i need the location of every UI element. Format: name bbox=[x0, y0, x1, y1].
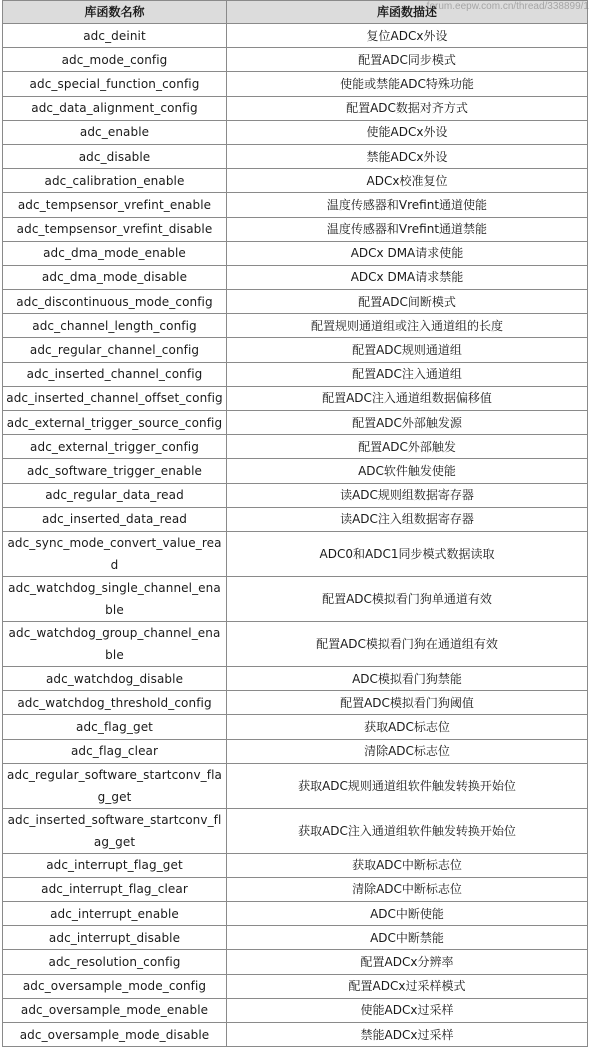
function-description-cell: 配置ADC数据对齐方式 bbox=[227, 96, 588, 120]
function-description-cell: 配置ADC外部触发源 bbox=[227, 411, 588, 435]
function-name-cell: adc_interrupt_enable bbox=[3, 902, 227, 926]
function-name-cell: adc_software_trigger_enable bbox=[3, 459, 227, 483]
table-row bbox=[3, 72, 588, 96]
table-row bbox=[3, 314, 588, 338]
function-description-cell: 温度传感器和Vrefint通道禁能 bbox=[227, 217, 588, 241]
function-name-cell: adc_disable bbox=[3, 144, 227, 168]
function-name-cell: adc_sync_mode_convert_value_read bbox=[3, 531, 227, 576]
function-name-cell: adc_oversample_mode_config bbox=[3, 974, 227, 998]
function-name-cell: adc_discontinuous_mode_config bbox=[3, 290, 227, 314]
function-name-cell: adc_oversample_mode_disable bbox=[3, 1023, 227, 1047]
function-description-cell: ADCx校准复位 bbox=[227, 169, 588, 193]
header-row bbox=[3, 1, 588, 24]
function-description-cell: 配置ADC注入通道组 bbox=[227, 362, 588, 386]
function-description-cell: ADCx DMA请求使能 bbox=[227, 241, 588, 265]
table-row bbox=[3, 998, 588, 1022]
table-row bbox=[3, 877, 588, 901]
function-name-cell: adc_resolution_config bbox=[3, 950, 227, 974]
table-row bbox=[3, 24, 588, 48]
function-description-cell: 配置ADC规则通道组 bbox=[227, 338, 588, 362]
table-row bbox=[3, 290, 588, 314]
table-row bbox=[3, 950, 588, 974]
table-row bbox=[3, 144, 588, 168]
table-row bbox=[3, 338, 588, 362]
function-name-cell: adc_watchdog_group_channel_enable bbox=[3, 621, 227, 666]
table-row bbox=[3, 217, 588, 241]
function-description-cell: 配置规则通道组或注入通道组的长度 bbox=[227, 314, 588, 338]
function-name-cell: adc_interrupt_flag_clear bbox=[3, 877, 227, 901]
function-name-cell: adc_regular_data_read bbox=[3, 483, 227, 507]
function-description-cell: 配置ADC外部触发 bbox=[227, 435, 588, 459]
table-row bbox=[3, 808, 588, 853]
table-row bbox=[3, 411, 588, 435]
table-row bbox=[3, 739, 588, 763]
table-row bbox=[3, 96, 588, 120]
header-function-description: 库函数描述 bbox=[227, 1, 588, 24]
function-description-cell: 配置ADC间断模式 bbox=[227, 290, 588, 314]
function-name-cell: adc_deinit bbox=[3, 24, 227, 48]
function-description-cell: ADC模拟看门狗禁能 bbox=[227, 666, 588, 690]
function-description-cell: 禁能ADCx外设 bbox=[227, 144, 588, 168]
table-row bbox=[3, 531, 588, 576]
table-row bbox=[3, 386, 588, 410]
function-name-cell: adc_calibration_enable bbox=[3, 169, 227, 193]
function-name-cell: adc_external_trigger_config bbox=[3, 435, 227, 459]
function-name-cell: adc_external_trigger_source_config bbox=[3, 411, 227, 435]
table-row bbox=[3, 974, 588, 998]
function-description-cell: 温度传感器和Vrefint通道使能 bbox=[227, 193, 588, 217]
table-row bbox=[3, 715, 588, 739]
function-description-cell: 配置ADCx过采样模式 bbox=[227, 974, 588, 998]
function-name-cell: adc_special_function_config bbox=[3, 72, 227, 96]
function-description-cell: 复位ADCx外设 bbox=[227, 24, 588, 48]
table-row bbox=[3, 241, 588, 265]
function-name-cell: adc_mode_config bbox=[3, 48, 227, 72]
watermark-text: forum.eepw.com.cn/thread/338899/1 bbox=[426, 1, 589, 12]
function-description-cell: 配置ADC同步模式 bbox=[227, 48, 588, 72]
table-row bbox=[3, 763, 588, 808]
function-name-cell: adc_watchdog_single_channel_enable bbox=[3, 576, 227, 621]
table-row bbox=[3, 902, 588, 926]
function-description-cell: 清除ADC中断标志位 bbox=[227, 877, 588, 901]
function-description-cell: 获取ADC标志位 bbox=[227, 715, 588, 739]
table-row bbox=[3, 193, 588, 217]
function-description-cell: ADC软件触发使能 bbox=[227, 459, 588, 483]
function-name-cell: adc_interrupt_flag_get bbox=[3, 853, 227, 877]
document-page bbox=[2, 0, 587, 1047]
function-description-cell: ADC0和ADC1同步模式数据读取 bbox=[227, 531, 588, 576]
table-row bbox=[3, 576, 588, 621]
function-description-cell: 获取ADC中断标志位 bbox=[227, 853, 588, 877]
function-name-cell: adc_inserted_channel_offset_config bbox=[3, 386, 227, 410]
function-name-cell: adc_inserted_software_startconv_flag_get bbox=[3, 808, 227, 853]
function-description-cell: 配置ADC模拟看门狗阈值 bbox=[227, 691, 588, 715]
function-name-cell: adc_interrupt_disable bbox=[3, 926, 227, 950]
function-name-cell: adc_channel_length_config bbox=[3, 314, 227, 338]
function-description-cell: 禁能ADCx过采样 bbox=[227, 1023, 588, 1047]
function-description-cell: 清除ADC标志位 bbox=[227, 739, 588, 763]
header-function-name: 库函数名称 bbox=[3, 1, 227, 24]
function-name-cell: adc_dma_mode_enable bbox=[3, 241, 227, 265]
function-description-cell: ADCx DMA请求禁能 bbox=[227, 265, 588, 289]
table-row bbox=[3, 48, 588, 72]
table-row bbox=[3, 1023, 588, 1047]
table-row bbox=[3, 362, 588, 386]
function-name-cell: adc_flag_get bbox=[3, 715, 227, 739]
table-body bbox=[3, 24, 588, 1047]
function-description-cell: 读ADC规则组数据寄存器 bbox=[227, 483, 588, 507]
function-name-cell: adc_data_alignment_config bbox=[3, 96, 227, 120]
function-description-cell: 配置ADCx分辨率 bbox=[227, 950, 588, 974]
function-description-cell: ADC中断禁能 bbox=[227, 926, 588, 950]
function-description-cell: 获取ADC注入通道组软件触发转换开始位 bbox=[227, 808, 588, 853]
table-row bbox=[3, 169, 588, 193]
function-description-cell: 使能或禁能ADC特殊功能 bbox=[227, 72, 588, 96]
function-name-cell: adc_dma_mode_disable bbox=[3, 265, 227, 289]
function-name-cell: adc_watchdog_disable bbox=[3, 666, 227, 690]
table-row bbox=[3, 459, 588, 483]
table-row bbox=[3, 120, 588, 144]
table-row bbox=[3, 926, 588, 950]
function-name-cell: adc_inserted_data_read bbox=[3, 507, 227, 531]
function-name-cell: adc_tempsensor_vrefint_enable bbox=[3, 193, 227, 217]
function-name-cell: adc_regular_software_startconv_flag_get bbox=[3, 763, 227, 808]
table-row bbox=[3, 265, 588, 289]
function-name-cell: adc_watchdog_threshold_config bbox=[3, 691, 227, 715]
table-row bbox=[3, 666, 588, 690]
function-name-cell: adc_enable bbox=[3, 120, 227, 144]
function-name-cell: adc_oversample_mode_enable bbox=[3, 998, 227, 1022]
table-header bbox=[3, 1, 588, 24]
table-row bbox=[3, 507, 588, 531]
library-function-table bbox=[2, 0, 588, 1047]
table-row bbox=[3, 853, 588, 877]
function-description-cell: 使能ADCx外设 bbox=[227, 120, 588, 144]
function-name-cell: adc_inserted_channel_config bbox=[3, 362, 227, 386]
function-name-cell: adc_flag_clear bbox=[3, 739, 227, 763]
function-name-cell: adc_regular_channel_config bbox=[3, 338, 227, 362]
table-row bbox=[3, 483, 588, 507]
function-description-cell: 配置ADC模拟看门狗在通道组有效 bbox=[227, 621, 588, 666]
table-row bbox=[3, 621, 588, 666]
table-row bbox=[3, 435, 588, 459]
table-row bbox=[3, 691, 588, 715]
function-name-cell: adc_tempsensor_vrefint_disable bbox=[3, 217, 227, 241]
function-description-cell: 读ADC注入组数据寄存器 bbox=[227, 507, 588, 531]
function-description-cell: 获取ADC规则通道组软件触发转换开始位 bbox=[227, 763, 588, 808]
function-description-cell: 配置ADC模拟看门狗单通道有效 bbox=[227, 576, 588, 621]
function-description-cell: 使能ADCx过采样 bbox=[227, 998, 588, 1022]
function-description-cell: ADC中断使能 bbox=[227, 902, 588, 926]
function-description-cell: 配置ADC注入通道组数据偏移值 bbox=[227, 386, 588, 410]
